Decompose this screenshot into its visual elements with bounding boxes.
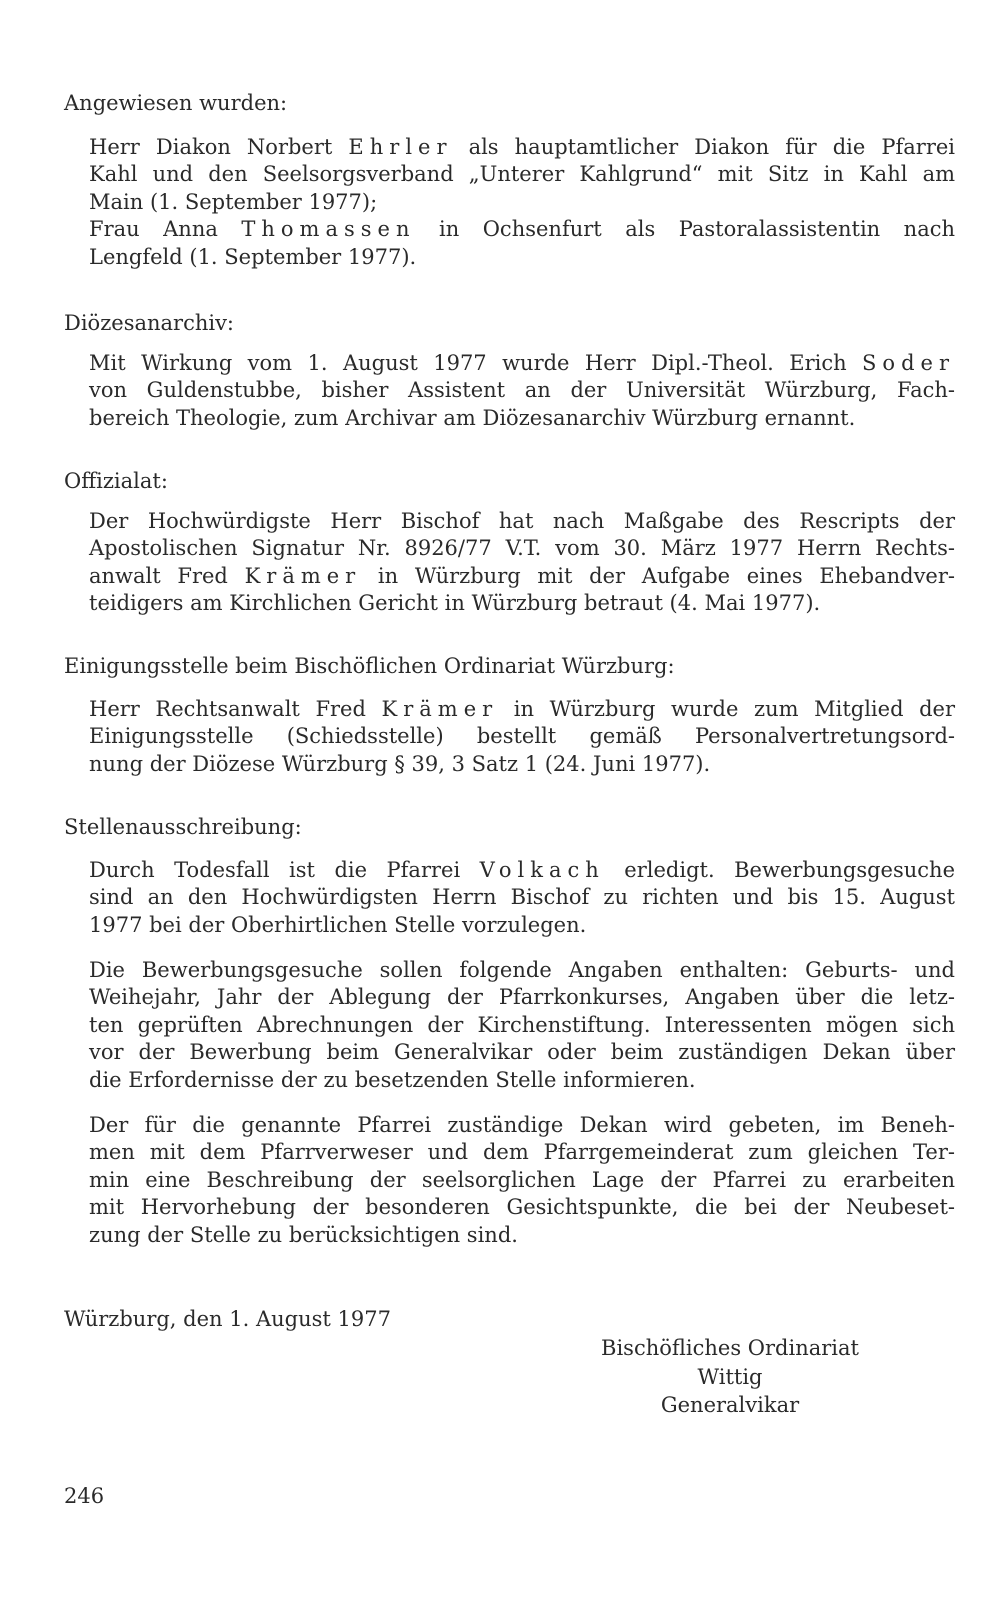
text-run: men mit dem Pfarrverweser und dem Pfarrgemeinderat zum gleichen Ter- xyxy=(89,1140,955,1165)
text-run: min eine Beschreibung der seelsorglichen Lage der Pfarrei zu erarbeiten xyxy=(89,1167,955,1192)
text-line xyxy=(89,1067,955,1094)
text-run: in Ochsenfurt als Pastoralassistentin nach xyxy=(415,217,955,242)
text-line xyxy=(89,723,955,750)
text-run: sind an den Hochwürdigsten Herrn Bischof zu richten und bis 15. August xyxy=(89,885,955,910)
text-run: Herr Diakon Norbert xyxy=(89,135,349,159)
text-run: anwalt Fred xyxy=(89,563,245,588)
paragraph-stellenausschreibung-2 xyxy=(89,957,955,1094)
text-line xyxy=(89,1039,955,1066)
text-line xyxy=(89,912,955,939)
paragraph-dioezesanarchiv xyxy=(89,350,955,432)
page-number: 246 xyxy=(64,1484,105,1508)
text-run: als hauptamtlicher Diakon für die Pfarrei xyxy=(452,135,956,159)
text-run: in Würzburg mit der Aufgabe eines Ehebandver- xyxy=(361,563,955,588)
spaced-name-soder: Soder xyxy=(862,351,955,375)
section-heading-dioezesanarchiv: Diözesanarchiv: xyxy=(64,311,235,335)
text-run: Lengfeld (1. September 1977). xyxy=(89,244,417,269)
text-line xyxy=(89,377,955,404)
text-line xyxy=(89,244,955,271)
text-run: mit Hervorhebung der besonderen Gesichtspunkte, die bei der Neubeset- xyxy=(89,1195,955,1220)
text-line xyxy=(89,857,955,884)
text-line xyxy=(89,751,955,778)
text-line xyxy=(89,984,955,1011)
text-run: Herr Rechtsanwalt Fred xyxy=(89,697,382,721)
section-heading-einigungsstelle: Einigungsstelle beim Bischöflichen Ordinariat Würzburg: xyxy=(64,654,675,678)
text-line xyxy=(89,1222,955,1249)
text-line xyxy=(89,216,955,243)
text-run: nung der Diözese Würzburg § 39, 3 Satz 1 (24. Juni 1977). xyxy=(89,751,711,776)
text-line xyxy=(89,696,955,723)
section-heading-angewiesen: Angewiesen wurden: xyxy=(64,91,288,115)
text-line xyxy=(89,350,955,377)
text-run: ten geprüften Abrechnungen der Kirchenstiftung. Interessenten mögen sich xyxy=(89,1012,955,1037)
signature-block xyxy=(580,1334,880,1420)
spaced-name-volkach: Volkach xyxy=(479,858,605,882)
paragraph-einigungsstelle xyxy=(89,696,955,778)
text-run: Der Hochwürdigste Herr Bischof hat nach Maßgabe des Rescripts der xyxy=(89,509,955,533)
text-line xyxy=(89,1112,955,1139)
text-run: Kahl und den Seelsorgsverband „Unterer Kahlgrund“ mit Sitz in Kahl am xyxy=(89,162,955,187)
place-date: Würzburg, den 1. August 1977 xyxy=(64,1307,391,1331)
signature-title: Generalvikar xyxy=(660,1393,800,1418)
spaced-name-thomassen: Thomassen xyxy=(241,217,416,242)
text-line xyxy=(89,1139,955,1166)
paragraph-offizialat xyxy=(89,508,955,618)
text-run: Weihejahr, Jahr der Ablegung der Pfarrkonkurses, Angaben über die letz- xyxy=(89,985,955,1010)
text-line xyxy=(89,590,955,617)
text-run: zung der Stelle zu berücksichtigen sind. xyxy=(89,1222,518,1247)
paragraph-stellenausschreibung-3 xyxy=(89,1112,955,1249)
text-run: Durch Todesfall ist die Pfarrei xyxy=(89,858,480,882)
spaced-name-kraemer: Krämer xyxy=(244,563,362,588)
text-run: Der für die genannte Pfarrei zuständige Dekan wird gebeten, im Beneh- xyxy=(89,1113,955,1137)
text-line xyxy=(89,1012,955,1039)
paragraph-stellenausschreibung-1 xyxy=(89,857,955,939)
spaced-name-kraemer: Krämer xyxy=(381,697,499,721)
text-run: Main (1. September 1977); xyxy=(89,189,378,214)
text-line xyxy=(89,563,955,590)
section-heading-offizialat: Offizialat: xyxy=(64,469,168,493)
text-line xyxy=(89,535,955,562)
text-line xyxy=(89,1194,955,1221)
text-run: erledigt. Bewerbungsgesuche xyxy=(604,858,956,882)
text-line xyxy=(89,189,955,216)
text-run: Mit Wirkung vom 1. August 1977 wurde Herr Dipl.-Theol. Erich xyxy=(89,351,863,375)
text-run: 1977 bei der Oberhirtlichen Stelle vorzulegen. xyxy=(89,912,587,937)
section-heading-stellenausschreibung: Stellenausschreibung: xyxy=(64,815,302,839)
text-run: Die Bewerbungsgesuche sollen folgende Angaben enthalten: Geburts- und xyxy=(89,958,955,982)
text-run: die Erfordernisse der zu besetzenden Stelle informieren. xyxy=(89,1067,696,1092)
text-run: Einigungsstelle (Schiedsstelle) bestellt gemäß Personalvertretungsord- xyxy=(89,724,955,749)
text-line xyxy=(89,884,955,911)
text-line xyxy=(89,957,955,984)
text-run: Apostolischen Signatur Nr. 8926/77 V.T. vom 30. März 1977 Herrn Rechts- xyxy=(89,536,955,561)
text-run: bereich Theologie, zum Archivar am Diözesanarchiv Würzburg ernannt. xyxy=(89,405,856,430)
text-run: teidigers am Kirchlichen Gericht in Würzburg betraut (4. Mai 1977). xyxy=(89,591,821,616)
signature-name: Wittig xyxy=(697,1364,763,1389)
spaced-name-ehrler: Ehrler xyxy=(348,135,453,159)
text-run: von Guldenstubbe, bisher Assistent an der Universität Würzburg, Fach- xyxy=(89,378,955,403)
text-line xyxy=(89,508,955,535)
text-line xyxy=(89,1167,955,1194)
text-line xyxy=(89,134,955,161)
text-run: vor der Bewerbung beim Generalvikar oder beim zuständigen Dekan über xyxy=(89,1040,955,1065)
text-line xyxy=(89,161,955,188)
text-run: in Würzburg wurde zum Mitglied der xyxy=(498,697,956,721)
text-run: Frau Anna xyxy=(89,217,242,242)
text-line xyxy=(89,405,955,432)
paragraph-angewiesen xyxy=(89,134,955,271)
signature-office: Bischöfliches Ordinariat xyxy=(601,1336,859,1360)
